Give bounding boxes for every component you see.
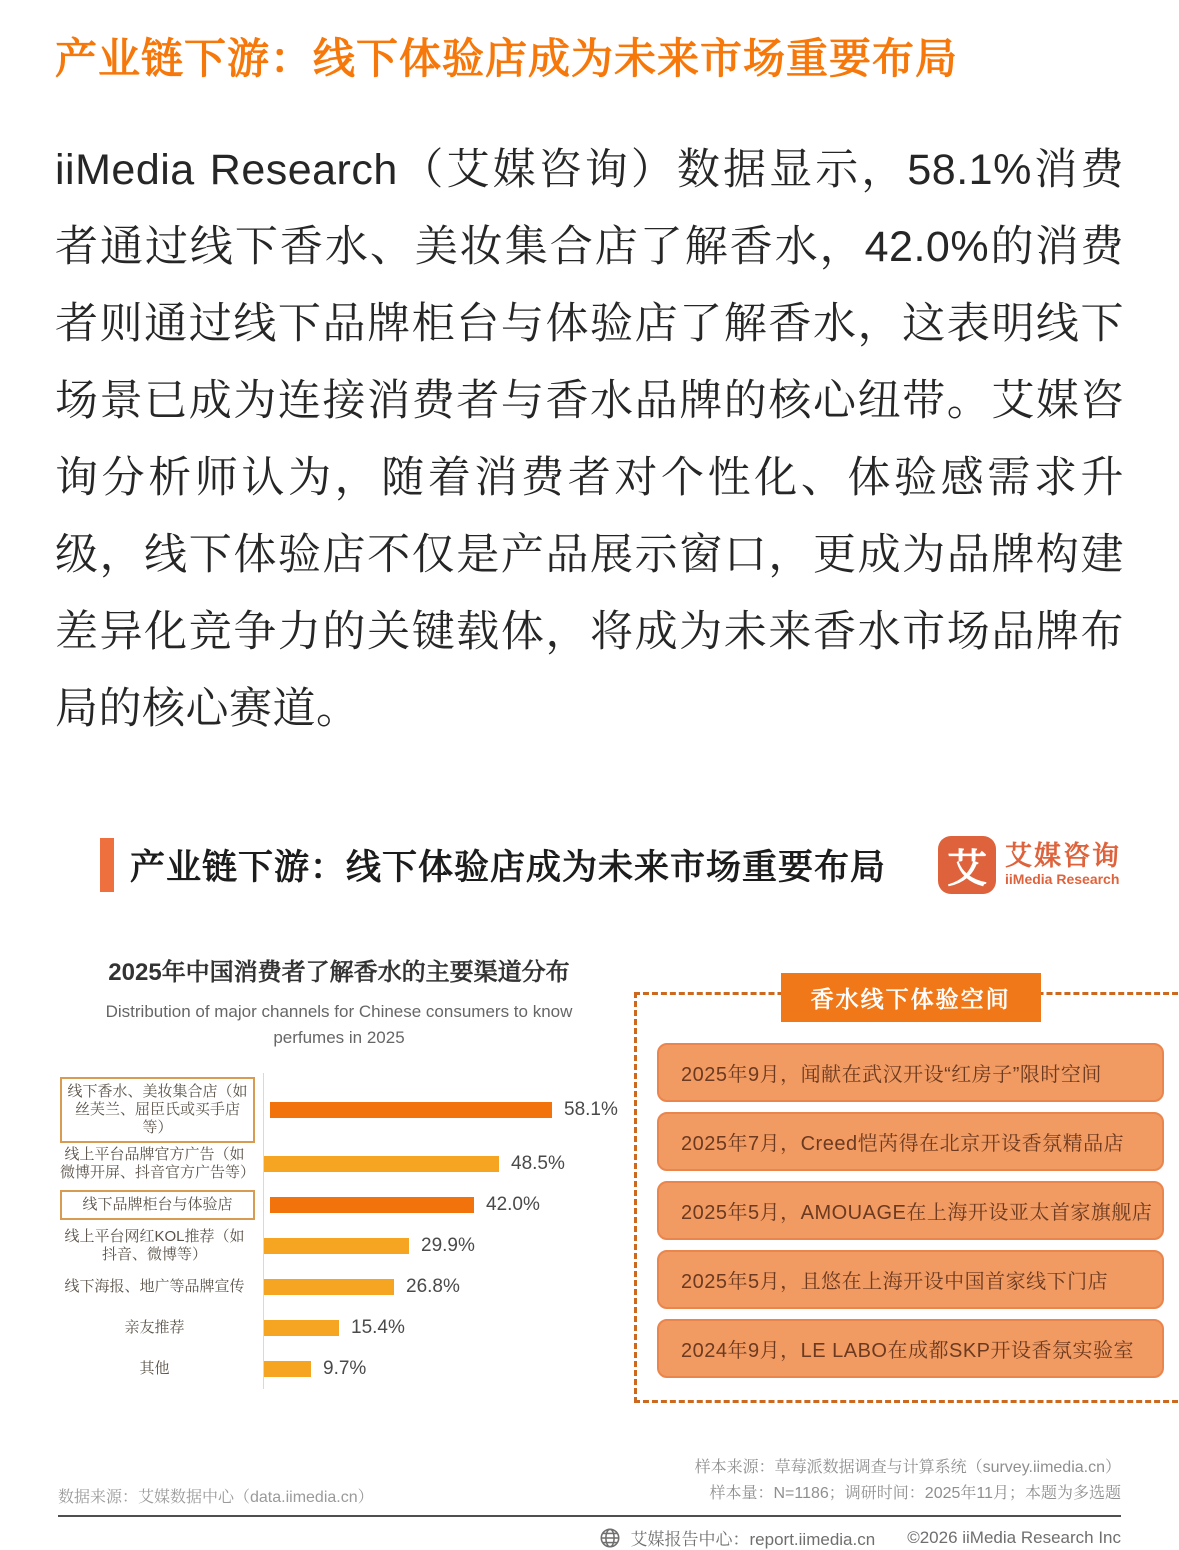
bar-category-label: 线上平台品牌官方广告（如微博开屏、抖音官方广告等） [60,1145,256,1181]
bar [270,1197,474,1213]
experience-space-item: 2025年5月，且悠在上海开设中国首家线下门店 [657,1250,1164,1309]
sample-source-line2: 样本量：N=1186；调研时间：2025年11月；本题为多选题 [709,1485,1121,1502]
bar-track [264,1235,475,1257]
bar-value-label: 15.4% [351,1316,405,1338]
bar-row [60,1077,618,1143]
accent-bar [100,838,114,892]
experience-space-panel [634,986,1179,1403]
bar-track [264,1317,405,1339]
bar-value-label: 29.9% [421,1234,475,1256]
iimedia-logo-text [1005,842,1121,887]
experience-space-item: 2025年7月，Creed恺芮得在北京开设香氛精品店 [657,1112,1164,1171]
bar [270,1102,552,1118]
bar-value-label: 9.7% [323,1357,367,1379]
bar-category-label: 亲友推荐 [124,1318,185,1336]
report-center-label: 艾媒报告中心：report.iimedia.cn [630,1530,876,1549]
experience-space-item: 2025年5月，AMOUAGE在上海开设亚太首家旗舰店 [657,1181,1164,1240]
bar-category-label: 线上平台网红KOL推荐（如抖音、微博等） [64,1227,245,1263]
copyright-label: ©2026 iiMedia Research Inc [907,1527,1121,1547]
bar-row [60,1348,618,1389]
bar-track [270,1194,540,1216]
chart-title: 2025年中国消费者了解香水的主要渠道分布 [108,959,570,986]
slide-footer [58,1525,1121,1550]
bar-category-label: 其他 [139,1359,170,1377]
experience-space-item: 2025年9月，闻献在武汉开设“红房子”限时空间 [657,1043,1164,1102]
bar-value-label: 42.0% [486,1193,540,1215]
footer-divider [58,1515,1121,1517]
slide-body [60,952,1153,1403]
bar-row [60,1143,618,1184]
bar-row [60,1307,618,1348]
report-slide [0,836,1179,1550]
bar-row [60,1184,618,1225]
bar [264,1238,409,1254]
bar-category-label: 线下香水、美妆集合店（如丝芙兰、屈臣氏或买手店等） [60,1077,255,1143]
bar-category-label: 线下品牌柜台与体验店 [60,1190,255,1220]
bar-value-label: 58.1% [564,1099,618,1120]
panel-items [657,1043,1164,1378]
iimedia-logo-icon: 艾 [938,836,996,894]
bar-value-label: 48.5% [511,1152,565,1174]
bar-row [60,1266,618,1307]
data-source-note: 数据来源：艾媒数据中心（data.iimedia.cn） [58,1489,374,1506]
chart-plot-area [60,1077,618,1389]
bar-chart [60,952,618,1403]
iimedia-logo [938,836,1121,894]
globe-icon [599,1527,621,1549]
bar-rows [60,1077,618,1389]
page-title: 产业链下游：线下体验店成为未来市场重要布局 [55,35,959,82]
sample-source-note [695,1455,1121,1507]
slide-footnotes [58,1455,1121,1507]
bar-track [270,1099,618,1121]
bar [264,1279,394,1295]
body-paragraph: iiMedia Research（艾媒咨询）数据显示，58.1%消费者通过线下香水、美妆集合店了解香水，42.0%的消费者则通过线下品牌柜台与体验店了解香水，这表明线下场景已成为连接消费者与香水品牌的核心纽带。艾媒咨询分析师认为，随着消费者对个性化、体验感需求升级，线下体验店不仅是产品展示窗口，更成为品牌构建差异化竞争力的关键载体，将成为未来香水市场品牌布局的核心赛道。 [55,146,1124,733]
bar [264,1361,311,1377]
bar-track [264,1276,460,1298]
bar-track [264,1358,366,1380]
panel-header-badge: 香水线下体验空间 [781,973,1041,1022]
slide-title: 产业链下游：线下体验店成为未来市场重要布局 [130,848,887,887]
bar [264,1320,339,1336]
logo-name-en: iiMedia Research [1005,871,1120,888]
bar-value-label: 26.8% [406,1275,460,1297]
bar-track [264,1153,565,1175]
sample-source-line1: 样本来源：草莓派数据调查与计算系统（survey.iimedia.cn） [694,1459,1121,1476]
chart-subtitle: Distribution of major channels for Chinese consumers to know perfumes in 2025 [105,1002,573,1047]
experience-space-box [634,986,1179,1403]
bar-category-label: 线下海报、地广等品牌宣传 [64,1277,245,1295]
logo-name-cn: 艾媒咨询 [1005,841,1121,872]
experience-space-item: 2024年9月，LE LABO在成都SKP开设香氛实验室 [657,1319,1164,1378]
bar-row [60,1225,618,1266]
chart-axis-line [263,1073,264,1389]
bar [264,1156,499,1172]
slide-header [100,836,1121,894]
